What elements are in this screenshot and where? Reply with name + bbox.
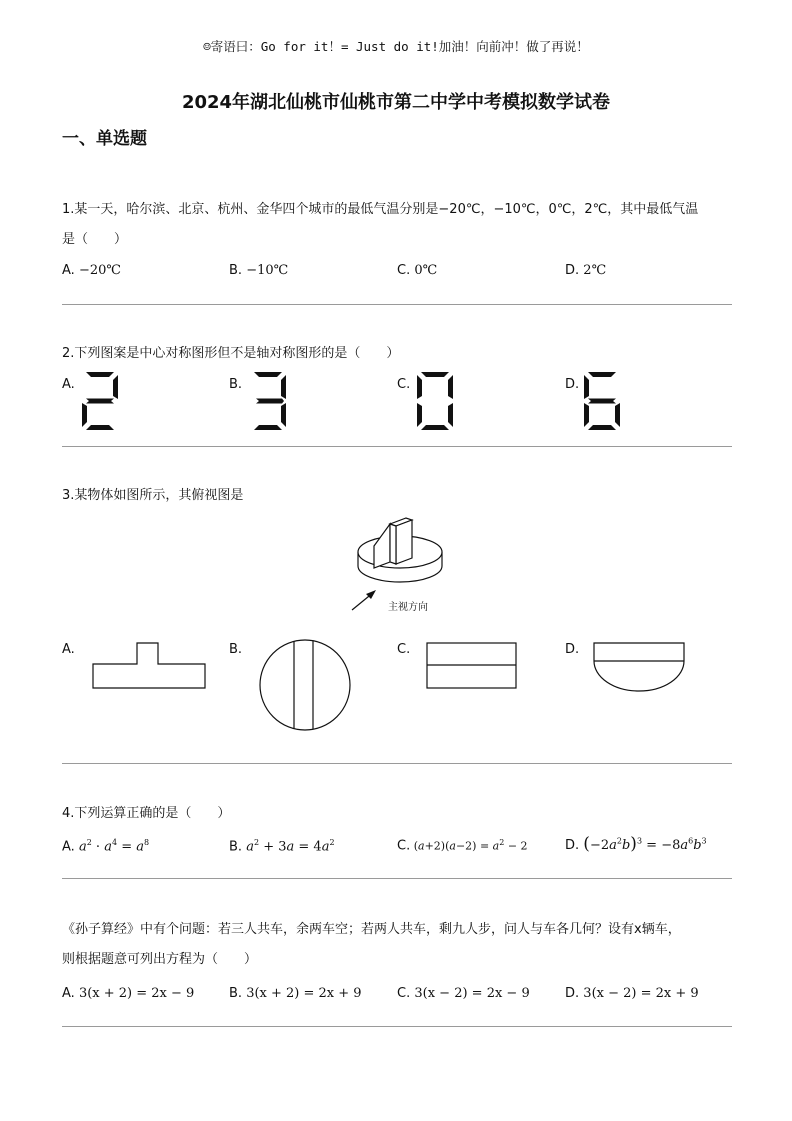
question-1-line2: 是（ ） [62, 232, 128, 247]
q5-option-b[interactable]: B. 3(x + 2) = 2x + 9 [229, 986, 362, 1001]
q3-figure-b-circle[interactable] [258, 638, 352, 732]
divider [62, 304, 732, 305]
q4-option-a[interactable]: A. $a^2 \cdot a^4 = a^8$ [62, 838, 150, 855]
q2-option-c-label[interactable]: C. [397, 377, 411, 392]
section-heading: 一、单选题 [62, 129, 147, 149]
view-direction-label: 主视方向 [388, 602, 428, 613]
q3-figure-a-t-shape[interactable] [92, 642, 207, 690]
divider [62, 763, 732, 764]
q2-option-a-label[interactable]: A. [62, 377, 75, 392]
q1-option-b[interactable]: B. −10℃ [229, 263, 289, 278]
q5-option-c[interactable]: C. 3(x − 2) = 2x − 9 [397, 986, 530, 1001]
q5-option-d[interactable]: D. 3(x − 2) = 2x + 9 [565, 986, 699, 1001]
q1-option-c[interactable]: C. 0℃ [397, 263, 438, 278]
q1-option-a[interactable]: A. −20℃ [62, 263, 121, 278]
q3-option-d-label[interactable]: D. [565, 642, 580, 657]
digit-3-figure[interactable] [250, 372, 286, 430]
q2-option-b-label[interactable]: B. [229, 377, 243, 392]
q3-figure-d-semicircle[interactable] [592, 641, 686, 693]
q3-option-b-label[interactable]: B. [229, 642, 243, 657]
divider [62, 878, 732, 879]
question-5-line1: 《孙子算经》中有个问题：若三人共车，余两车空；若两人共车，剩九人步，问人与车各几何？设有x辆车， [62, 922, 681, 937]
digit-2-figure[interactable] [82, 372, 118, 430]
q3-figure-c-rectangles[interactable] [426, 642, 518, 690]
q2-option-d-label[interactable]: D. [565, 377, 580, 392]
exam-title: 2024年湖北仙桃市仙桃市第二中学中考模拟数学试卷 [181, 92, 611, 113]
divider [62, 446, 732, 447]
q5-option-a[interactable]: A. 3(x + 2) = 2x − 9 [62, 986, 195, 1001]
q3-option-a-label[interactable]: A. [62, 642, 75, 657]
question-5-stem [62, 915, 734, 975]
divider [62, 1026, 732, 1027]
q1-option-d[interactable]: D. 2℃ [565, 263, 607, 278]
q4-option-c[interactable]: C. $(a+2)(a-2) = a^2 - 2$ [397, 838, 528, 854]
q3-option-c-label[interactable]: C. [397, 642, 411, 657]
question-1-stem [62, 195, 734, 255]
question-5-line2: 则根据题意可列出方程为（ ） [62, 952, 258, 967]
question-1-line1: 1.某一天，哈尔滨、北京、杭州、金华四个城市的最低气温分别是−20℃，−10℃，0℃，2℃，其中最低气温 [62, 202, 699, 217]
question-4-stem: 4.下列运算正确的是（ ） [62, 806, 231, 821]
digit-6-figure[interactable] [584, 372, 620, 430]
digit-0-figure[interactable] [417, 372, 453, 430]
q4-option-b[interactable]: B. $a^2 + 3a = 4a^2$ [229, 838, 335, 855]
question-3-stem: 3.某物体如图所示，其俯视图是 [62, 488, 244, 503]
motto-line: ☺寄语曰：Go for it！= Just do it!加油！向前冲！做了再说！ [203, 39, 589, 54]
q4-option-d[interactable]: D. $(-2a^2b)^3 = -8a^6b^3$ [565, 834, 707, 854]
question-2-stem: 2.下列图案是中心对称图形但不是轴对称图形的是（ ） [62, 346, 400, 361]
